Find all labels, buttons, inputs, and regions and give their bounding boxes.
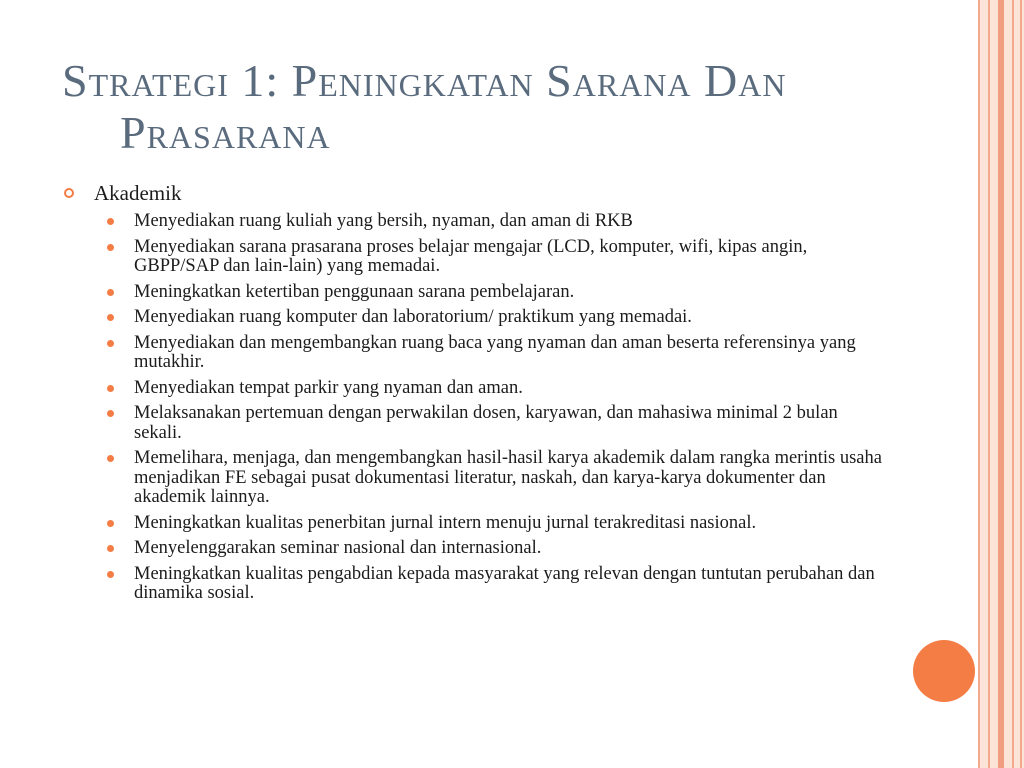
dot-bullet-icon [107,244,114,251]
list-item-text: Melaksanakan pertemuan dengan perwakilan dosen, karyawan, dan mahasiwa minimal 2 bulan sekali. [134,403,838,443]
ring-bullet-icon [64,188,74,198]
list-item [62,449,882,508]
list-item [62,212,882,232]
dot-bullet-icon [107,545,114,552]
list-item [62,539,882,559]
decorative-border [978,0,1024,768]
list-item-text: Meningkatkan kualitas penerbitan jurnal intern menuju jurnal terakreditasi nasional. [134,512,757,533]
list-item-text: Meningkatkan kualitas pengabdian kepada masyarakat yang relevan dengan tuntutan perubahan dan dinamika sosial. [134,563,875,603]
title-line-1: Strategi 1: Peningkatan Sarana Dan [62,55,787,106]
list-item-text: Memelihara, menjaga, dan mengembangkan hasil-hasil karya akademik dalam rangka merintis usaha menjadikan FE sebagai pusat dokumentasi literatur, naskah, dan karya-karya dokumenter dan akademik lainnya. [134,448,882,507]
list-item [62,379,882,399]
border-stripe [998,0,1004,768]
list-item-text: Menyediakan sarana prasarana proses belajar mengajar (LCD, komputer, wifi, kipas angin, GBPP/SAP dan lain-lain) yang memadai. [134,236,808,276]
dot-bullet-icon [107,289,114,296]
list-item-text: Meningkatkan ketertiban penggunaan sarana pembelajaran. [134,281,575,302]
list-item [62,404,882,443]
title-line-2: Prasarana [120,107,331,158]
list-item [62,283,882,303]
decorative-circle [913,640,975,702]
border-stripe [988,0,990,768]
dot-bullet-icon [107,314,114,321]
list-item [62,565,882,604]
list-item-text: Menyelenggarakan seminar nasional dan internasional. [134,538,542,558]
slide-body [62,180,882,610]
list-item [62,238,882,277]
bullet-list [62,212,882,604]
section-heading: Akademik [94,181,182,205]
dot-bullet-icon [107,340,114,347]
dot-bullet-icon [107,218,114,225]
list-item [62,334,882,373]
dot-bullet-icon [107,385,114,392]
list-item-text: Menyediakan tempat parkir yang nyaman dan aman. [134,377,523,398]
list-item-text: Menyediakan ruang komputer dan laboratorium/ praktikum yang memadai. [134,307,692,327]
list-item [62,514,882,534]
dot-bullet-icon [107,520,114,527]
border-stripe [978,0,980,768]
border-stripe [1020,0,1022,768]
dot-bullet-icon [107,571,114,578]
list-item [62,308,882,328]
list-item-text: Menyediakan dan mengembangkan ruang baca yang nyaman dan aman beserta referensinya yang mutakhir. [134,332,856,372]
border-stripe [1012,0,1014,768]
dot-bullet-icon [107,455,114,462]
section-item [62,180,882,206]
slide-title [62,55,882,159]
list-item-text: Menyediakan ruang kuliah yang bersih, nyaman, dan aman di RKB [134,211,633,231]
dot-bullet-icon [107,410,114,417]
